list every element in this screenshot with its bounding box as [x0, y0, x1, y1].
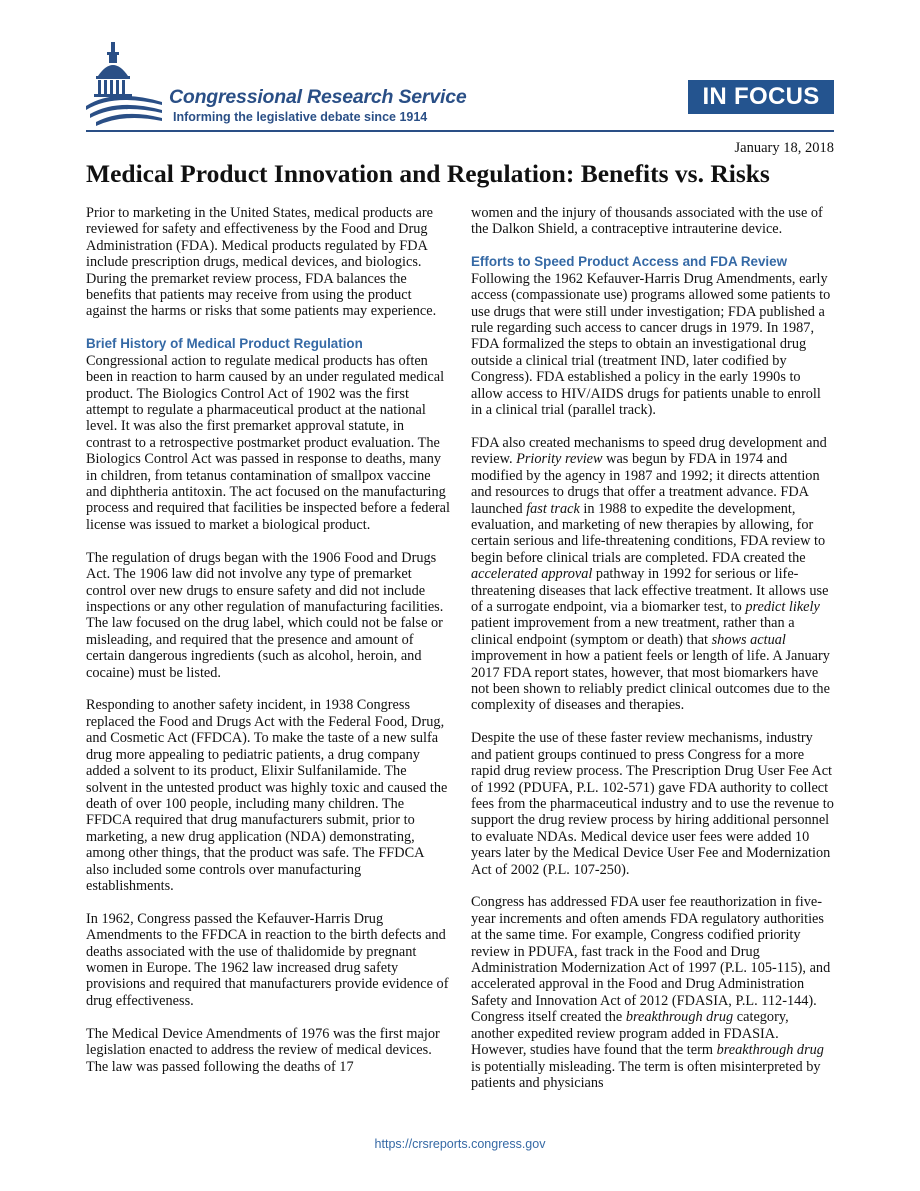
- paragraph-reauthorization: Congress has addressed FDA user fee reauthorization in five-year increments and often amends FDA regulatory authorities at the same time. For example, Congress codified priority review in PDUFA, fast track in the Food and Drug Administration Modernization Act of 1997 (P.L. 105-115), and accelerated approval in the Food and Drug Administration Safety and Innovation Act of 2012 (FDASIA, P.L. 112-144). Congress itself created the breakthrough drug category, another expedited review program added in FDASIA. However, studies have found that the term breakthrough drug is potentially misleading. The term is often misinterpreted by patients and physicians: [471, 894, 831, 1091]
- paragraph-1962-amendments: In 1962, Congress passed the Kefauver-Harris Drug Amendments to the FFDCA in reaction to the birth defects and deaths associated with the use of thalidomide by pregnant women in Europe. The 1962 law increased drug safety provisions and required that manufacturers provide evidence of drug effectiveness.: [86, 910, 449, 1009]
- section-heading-history: Brief History of Medical Product Regulation: [86, 336, 363, 352]
- report-header: [0, 0, 920, 140]
- crs-reports-link[interactable]: https://crsreports.congress.gov: [374, 1137, 546, 1151]
- section-heading-speed-access: Efforts to Speed Product Access and FDA Review: [471, 254, 787, 270]
- paragraph-early-access: Following the 1962 Kefauver-Harris Drug Amendments, early access (compassionate use) programs allowed some patients to use drugs that were still under investigation; FDA published a rule regarding such access to cancer drugs in 1979. In 1987, FDA formalized the steps to obtain an investigational drug outside a clinical trial (treatment IND, later codified by Congress). FDA established a policy in the early 1990s to allow access to HIV/AIDS drugs for patients unable to enroll in a clinical trial (parallel track).: [471, 270, 831, 418]
- organization-name: Congressional Research Service: [169, 86, 467, 108]
- page-title: Medical Product Innovation and Regulation: Benefits vs. Risks: [86, 159, 770, 188]
- paragraph-1938-ffdca: Responding to another safety incident, in 1938 Congress replaced the Food and Drugs Act with the Federal Food, Drug, and Cosmetic Act (FFDCA). To make the taste of a new sulfa drug more appealing to pediatric patients, a drug company added a solvent to its product, Elixir Sulfanilamide. The solvent in the untested product was highly toxic and caused the death of over 100 people, including many children. The FFDCA required that drug manufacturers submit, prior to marketing, a new drug application (NDA) demonstrating, among other things, that the product was safe. The FFDCA also included some controls over manufacturing establishments.: [86, 697, 448, 894]
- paragraph-expedited-mechanisms: FDA also created mechanisms to speed drug development and review. Priority review was begun by FDA in 1974 and modified by the agency in 1987 and 1992; it directs attention and resources to drugs that offer a treatment advance. FDA launched fast track in 1988 to expedite the development, evaluation, and marketing of new therapies by allowing, for certain serious and life-threatening conditions, FDA review to begin before clinical trials are completed. FDA created the accelerated approval pathway in 1992 for serious or life-threatening diseases that lack effective treatment. It allows use of a surrogate endpoint, via a biomarker test, to predict likely patient improvement from a new treatment, rather than a clinical endpoint (symptom or death) that shows actual improvement in how a patient feels or length of life. A January 2017 FDA report states, however, that most biomarkers have not been shown to reliably predict clinical outcomes due to the complexity of diseases and therapies.: [471, 434, 830, 714]
- publication-date: January 18, 2018: [734, 140, 834, 156]
- left-column: [86, 205, 450, 1075]
- paragraph-1902-act: Congressional action to regulate medical products has often been in reaction to harm caused by an under regulated medical product. The Biologics Control Act of 1902 was the first attempt to regulate a pharmaceutical product at the national level. It was also the first premarket approval statute, in contrast to a retrospective postmarket product evaluation. The Biologics Control Act was passed in response to deaths, many in children, from tetanus contamination of smallpox vaccine and diphtheria antitoxin. The act focused on the manufacturing process and required that facilities be inspected before a federal license was issued to market a biological product.: [86, 352, 450, 533]
- paragraph-user-fees: Despite the use of these faster review mechanisms, industry and patient groups continued to press Congress for a more rapid drug review process. The Prescription Drug User Fee Act of 1992 (PDUFA, P.L. 102-571) gave FDA authority to collect fees from the pharmaceutical industry and to use the revenue to support the drug review process by hiring additional personnel to evaluate NDAs. Medical device user fees were added 10 years later by the Medical Device User Fee and Modernization Act of 2002 (P.L. 107-250).: [471, 730, 834, 878]
- organization-tagline: Informing the legislative debate since 1914: [173, 110, 428, 124]
- header-divider: [86, 130, 834, 132]
- paragraph-dalkon-shield: women and the injury of thousands associated with the use of the Dalkon Shield, a contraceptive intrauterine device.: [471, 205, 823, 238]
- page-footer: [0, 1137, 920, 1151]
- intro-paragraph: Prior to marketing in the United States, medical products are reviewed for safety and effectiveness by the Food and Drug Administration (FDA). Medical products regulated by FDA include prescription drugs, medical devices, and biologics. During the premarket review process, FDA balances the benefits that patients may receive from using the product against the harms or risks that some patients may experience.: [86, 205, 437, 320]
- paragraph-1906-act: The regulation of drugs began with the 1906 Food and Drugs Act. The 1906 law did not involve any type of premarket control over new drugs to ensure safety and did not include inspections or any other regulation of manufacturing facilities. The law focused on the drug label, which could not be false or misleading, and required that the presence and amount of certain dangerous ingredients (such as alcohol, heroin, and cocaine) must be listed.: [86, 549, 444, 681]
- paragraph-1976-device-amendments: The Medical Device Amendments of 1976 was the first major legislation enacted to address the review of medical devices. The law was passed following the deaths of 17: [86, 1025, 440, 1075]
- in-focus-badge: IN FOCUS: [688, 80, 834, 114]
- capitol-dome-icon: [84, 40, 166, 130]
- right-column: [471, 205, 835, 1091]
